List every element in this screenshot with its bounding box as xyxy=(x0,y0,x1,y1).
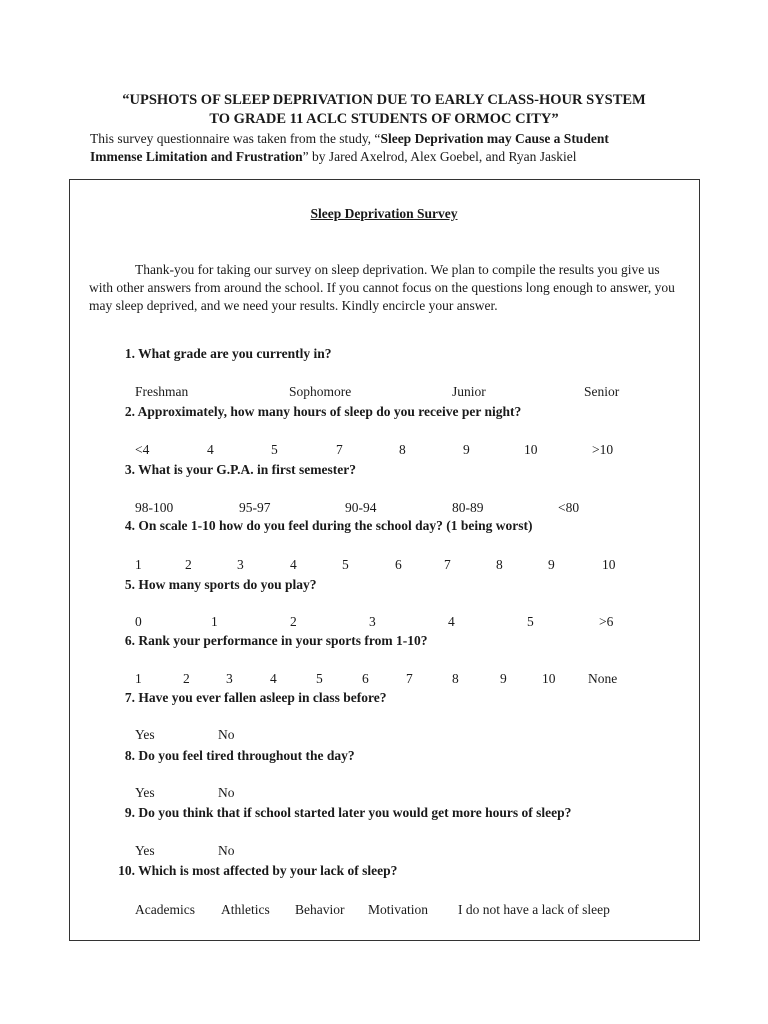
option-q4-2[interactable]: 2 xyxy=(185,557,192,572)
option-q6-7[interactable]: 7 xyxy=(406,671,413,686)
option-q6-5[interactable]: 5 xyxy=(316,671,323,686)
document-title-line-2: TO GRADE 11 ACLC STUDENTS OF ORMOC CITY” xyxy=(209,111,559,127)
option-q1-4[interactable]: Senior xyxy=(584,384,620,399)
option-q10-2[interactable]: Athletics xyxy=(221,902,270,917)
option-q5-7[interactable]: >6 xyxy=(599,614,614,629)
document-title-line-1: “UPSHOTS OF SLEEP DEPRIVATION DUE TO EARLY CLASS-HOUR SYSTEM xyxy=(122,92,646,108)
option-q5-4[interactable]: 3 xyxy=(369,614,376,629)
option-q6-2[interactable]: 2 xyxy=(183,671,190,686)
question-text: Do you feel tired throughout the day? xyxy=(138,748,355,763)
option-q10-4[interactable]: Motivation xyxy=(368,902,428,917)
option-q2-6[interactable]: 9 xyxy=(463,442,470,457)
option-q2-5[interactable]: 8 xyxy=(399,442,406,457)
question-number: 5. xyxy=(124,577,135,592)
option-q8-1[interactable]: Yes xyxy=(135,785,155,800)
option-q3-5[interactable]: <80 xyxy=(558,500,580,515)
option-q2-4[interactable]: 7 xyxy=(336,442,343,457)
option-q10-5[interactable]: I do not have a lack of sleep xyxy=(458,902,610,917)
option-q4-7[interactable]: 7 xyxy=(444,557,451,572)
question-text: Which is most affected by your lack of sleep? xyxy=(138,863,398,878)
question-3 xyxy=(104,462,356,478)
option-q2-1[interactable]: <4 xyxy=(135,442,150,457)
option-q1-3[interactable]: Junior xyxy=(452,384,486,399)
option-q3-2[interactable]: 95-97 xyxy=(239,500,271,515)
intro-paragraph xyxy=(90,130,710,166)
option-q6-9[interactable]: 9 xyxy=(500,671,507,686)
option-q5-1[interactable]: 0 xyxy=(135,614,142,629)
option-q4-1[interactable]: 1 xyxy=(135,557,142,572)
question-text: Rank your performance in your sports from 1-10? xyxy=(138,633,428,648)
option-q3-1[interactable]: 98-100 xyxy=(135,500,174,515)
question-text: Do you think that if school started later you would get more hours of sleep? xyxy=(138,805,572,820)
question-text: How many sports do you play? xyxy=(138,577,317,592)
question-number: 10. xyxy=(118,863,135,878)
question-9 xyxy=(104,805,571,821)
question-text: What is your G.P.A. in first semester? xyxy=(138,462,356,477)
question-1 xyxy=(104,346,332,362)
option-q1-1[interactable]: Freshman xyxy=(135,384,189,399)
option-q10-3[interactable]: Behavior xyxy=(295,902,345,917)
question-number: 2. xyxy=(124,404,135,419)
option-q5-5[interactable]: 4 xyxy=(448,614,455,629)
intro-prefix: This survey questionnaire was taken from the study, “ xyxy=(90,131,381,146)
option-q5-3[interactable]: 2 xyxy=(290,614,297,629)
option-q9-2[interactable]: No xyxy=(218,843,235,858)
option-q2-7[interactable]: 10 xyxy=(524,442,538,457)
intro-suffix: ” by Jared Axelrod, Alex Goebel, and Ryan Jaskiel xyxy=(302,149,577,164)
option-q4-5[interactable]: 5 xyxy=(342,557,349,572)
survey-instructions xyxy=(89,261,679,315)
option-q2-8[interactable]: >10 xyxy=(592,442,614,457)
option-q6-11[interactable]: None xyxy=(588,671,618,686)
question-7 xyxy=(104,690,386,706)
question-number: 3. xyxy=(124,462,135,477)
option-q2-2[interactable]: 4 xyxy=(207,442,214,457)
option-q4-3[interactable]: 3 xyxy=(237,557,244,572)
question-4 xyxy=(104,518,533,534)
option-q2-3[interactable]: 5 xyxy=(271,442,278,457)
option-q9-1[interactable]: Yes xyxy=(135,843,155,858)
option-q4-9[interactable]: 9 xyxy=(548,557,555,572)
question-10 xyxy=(104,863,397,879)
question-6 xyxy=(104,633,428,649)
option-q4-6[interactable]: 6 xyxy=(395,557,402,572)
option-q7-1[interactable]: Yes xyxy=(135,727,155,742)
question-text: On scale 1-10 how do you feel during the school day? (1 being worst) xyxy=(138,518,533,533)
question-number: 6. xyxy=(124,633,135,648)
question-number: 1. xyxy=(124,346,135,361)
question-number: 4. xyxy=(124,518,135,533)
option-q7-2[interactable]: No xyxy=(218,727,235,742)
option-q6-10[interactable]: 10 xyxy=(542,671,556,686)
survey-title: Sleep Deprivation Survey xyxy=(310,206,458,221)
option-q5-6[interactable]: 5 xyxy=(527,614,534,629)
question-number: 9. xyxy=(124,805,135,820)
option-q8-2[interactable]: No xyxy=(218,785,235,800)
question-text: Have you ever fallen asleep in class before? xyxy=(138,690,387,705)
option-q6-4[interactable]: 4 xyxy=(270,671,277,686)
question-number: 7. xyxy=(124,690,135,705)
option-q5-2[interactable]: 1 xyxy=(211,614,218,629)
option-q3-3[interactable]: 90-94 xyxy=(345,500,377,515)
option-q6-1[interactable]: 1 xyxy=(135,671,142,686)
option-q4-10[interactable]: 10 xyxy=(602,557,616,572)
instructions-text: Thank-you for taking our survey on sleep deprivation. We plan to compile the results you give us with other answers from around the school. If you cannot focus on the questions long enough to answer, you may sleep deprived, and we need your results. Kindly encircle your answer. xyxy=(89,262,675,313)
option-q4-4[interactable]: 4 xyxy=(290,557,297,572)
option-q3-4[interactable]: 80-89 xyxy=(452,500,484,515)
intro-study-title-1: Sleep Deprivation may Cause a Student xyxy=(380,131,609,146)
option-q4-8[interactable]: 8 xyxy=(496,557,503,572)
question-8 xyxy=(104,748,355,764)
question-text: Approximately, how many hours of sleep do you receive per night? xyxy=(137,404,522,419)
option-q6-8[interactable]: 8 xyxy=(452,671,459,686)
option-q6-6[interactable]: 6 xyxy=(362,671,369,686)
intro-study-title-2: Immense Limitation and Frustration xyxy=(90,149,303,164)
option-q1-2[interactable]: Sophomore xyxy=(289,384,352,399)
question-2 xyxy=(104,404,521,420)
question-text: What grade are you currently in? xyxy=(138,346,332,361)
option-q6-3[interactable]: 3 xyxy=(226,671,233,686)
question-5 xyxy=(104,577,317,593)
question-number: 8. xyxy=(124,748,135,763)
option-q10-1[interactable]: Academics xyxy=(135,902,195,917)
